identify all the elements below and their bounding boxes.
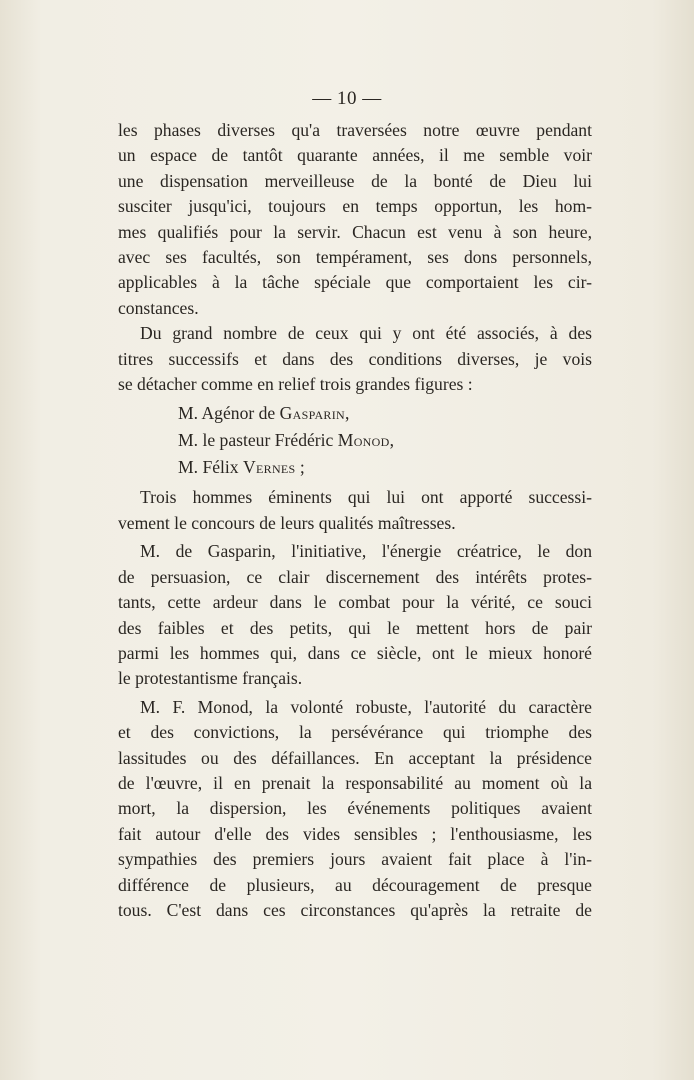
text-line: de persuasion, ce clair discernement des intérêts protes- (118, 566, 592, 587)
paragraph (118, 321, 592, 397)
text-line: titres successifs et dans des conditions diverses, je vois (118, 348, 592, 369)
paragraph (118, 485, 592, 536)
page-number: — 10 — (312, 88, 382, 109)
text-line: sympathies des premiers jours avaient fait place à l'in- (118, 849, 592, 870)
figure-prefix: M. le pasteur Frédéric (178, 430, 338, 451)
text-line: mort, la dispersion, les événements politiques avaient (118, 798, 592, 819)
paragraph (118, 695, 592, 924)
text-line: parmi les hommes qui, dans ce siècle, ont le mieux honoré (118, 642, 592, 663)
figure-name: Vernes (243, 457, 296, 478)
text-line: Trois hommes éminents qui lui ont apporté successi- (140, 487, 592, 508)
figure-suffix: , (389, 430, 394, 451)
text-line: susciter jusqu'ici, toujours en temps opportun, les hom- (118, 196, 592, 217)
list-item (118, 400, 592, 427)
text-line: une dispensation merveilleuse de la bonté de Dieu lui (118, 170, 592, 191)
figures-list (118, 400, 592, 481)
text-line: constances. (118, 297, 199, 318)
text-line: les phases diverses qu'a traversées notre œuvre pendant (118, 120, 592, 140)
text-line: M. F. Monod, la volonté robuste, l'autorité du caractère (140, 696, 592, 717)
text-line: un espace de tantôt quarante années, il me semble voir (118, 145, 592, 166)
figure-suffix: ; (295, 457, 305, 478)
paragraph (118, 118, 592, 321)
text-line: applicables à la tâche spéciale que comportaient les cir- (118, 272, 592, 293)
text-line: Du grand nombre de ceux qui y ont été associés, à des (140, 323, 592, 344)
text-line: se détacher comme en relief trois grandes figures : (118, 374, 473, 395)
text-line: tous. C'est dans ces circonstances qu'après la retraite de (118, 899, 592, 920)
text-line: des faibles et des petits, qui le mettent hors de pair (118, 617, 592, 638)
figure-name: Gasparin (279, 403, 345, 424)
text-line: tants, cette ardeur dans le combat pour la vérité, ce souci (118, 592, 592, 613)
list-item (118, 454, 592, 481)
text-line: de l'œuvre, il en prenait la responsabilité au moment où la (118, 772, 592, 793)
figure-prefix: M. Félix (178, 457, 244, 478)
text-line: fait autour d'elle des vides sensibles ; l'enthousiasme, les (118, 823, 592, 844)
text-line: différence de plusieurs, au découragement de presque (118, 874, 592, 895)
text-line: lassitudes ou des défaillances. En acceptant la présidence (118, 747, 592, 768)
paragraph (118, 539, 592, 691)
text-line: le protestantisme français. (118, 668, 303, 689)
figure-prefix: M. Agénor de (178, 403, 280, 424)
text-line: M. de Gasparin, l'initiative, l'énergie créatrice, le don (140, 541, 592, 562)
text-line: mes qualifiés pour la servir. Chacun est venu à son heure, (118, 221, 592, 242)
text-line: vement le concours de leurs qualités maîtresses. (118, 512, 456, 533)
body-text (118, 118, 592, 923)
figure-suffix: , (345, 403, 350, 424)
list-item (118, 427, 592, 454)
text-line: et des convictions, la persévérance qui triomphe des (118, 722, 592, 743)
text-line: avec ses facultés, son tempérament, ses dons personnels, (118, 247, 592, 268)
figure-name: Monod (337, 430, 390, 451)
